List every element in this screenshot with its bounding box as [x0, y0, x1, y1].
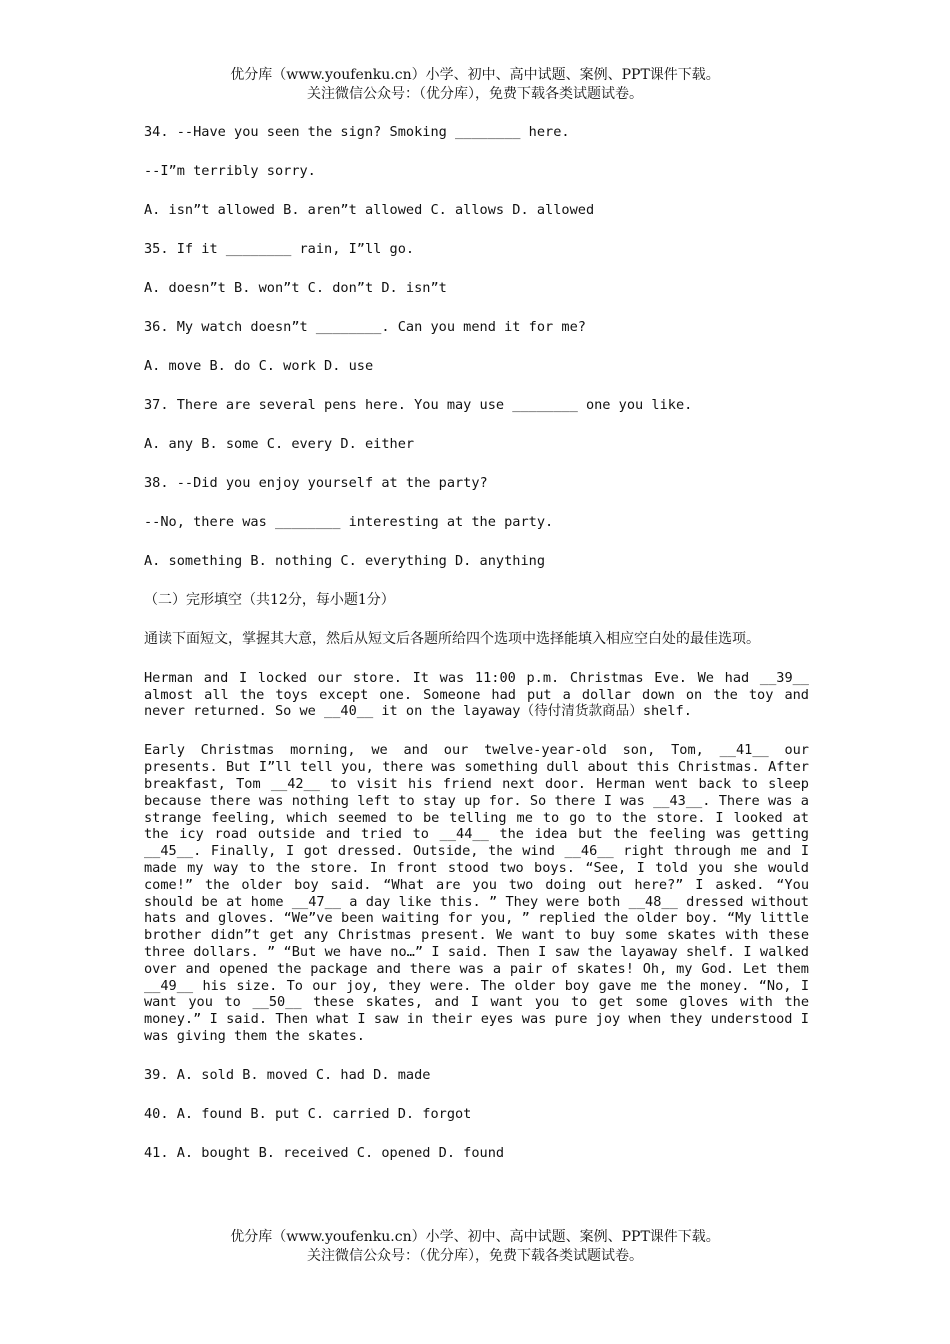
page-footer: [0, 1228, 950, 1266]
question-38-stem: 38. --Did you enjoy yourself at the party?: [144, 474, 488, 491]
footer-line-1: 优分库（www.youfenku.cn）小学、初中、高中试题、案例、PPT课件下载。: [230, 1229, 720, 1245]
section-title: （二）完形填空（共12分，每小题1分）: [144, 591, 395, 608]
question-38-options: A. something B. nothing C. everything D. anything: [144, 552, 546, 569]
header-line-1: 优分库（www.youfenku.cn）小学、初中、高中试题、案例、PPT课件下载。: [230, 67, 720, 83]
question-37-stem: 37. There are several pens here. You may use ________ one you like.: [144, 396, 693, 413]
question-35-stem: 35. If it ________ rain, I”ll go.: [144, 240, 415, 257]
question-36-options: A. move B. do C. work D. use: [144, 357, 374, 374]
question-34-options: A. isn”t allowed B. aren”t allowed C. allows D. allowed: [144, 201, 595, 218]
cloze-question-39: 39. A. sold B. moved C. had D. made: [144, 1066, 431, 1083]
question-36-stem: 36. My watch doesn”t ________. Can you mend it for me?: [144, 318, 586, 335]
passage-paragraph-1: Herman and I locked our store. It was 11:00 p.m. Christmas Eve. We had __39__ almost all the toys except one. Someone had put a dollar down on the toy and never returned. So we __40__ it on the layaway（待付清货款商品）shelf.: [144, 669, 809, 720]
question-34-stem: 34. --Have you seen the sign? Smoking ________ here.: [144, 124, 570, 140]
header-line-2: 关注微信公众号：（优分库），免费下载各类试题试卷。: [307, 86, 643, 102]
cloze-question-41: 41. A. bought B. received C. opened D. found: [144, 1144, 505, 1161]
question-34-reply: --I”m terribly sorry.: [144, 162, 316, 179]
cloze-question-40: 40. A. found B. put C. carried D. forgot: [144, 1105, 472, 1122]
page-header: [0, 66, 950, 104]
section-instruction: 通读下面短文，掌握其大意，然后从短文后各题所给四个选项中选择能填入相应空白处的最佳选项。: [144, 630, 760, 647]
question-35-options: A. doesn”t B. won”t C. don”t D. isn”t: [144, 279, 447, 296]
document-body: [144, 124, 809, 1184]
question-38-reply: --No, there was ________ interesting at the party.: [144, 513, 554, 530]
footer-line-2: 关注微信公众号：（优分库），免费下载各类试题试卷。: [307, 1248, 643, 1264]
passage-paragraph-2: Early Christmas morning, we and our twelve-year-old son, Tom, __41__ our presents. But I”ll tell you, there was something dull about this Christmas. After breakfast, Tom __42__ to visit his friend next door. Herman went back to sleep because there was nothing left to stay up for. So there I was __43__. There was a strange feeling, which seemed to be telling me to go to the store. I looked at the icy road outside and tried to __44__ the idea but the feeling was getting __45__. Finally, I got dressed. Outside, the wind __46__ right through me and I made my way to the store. In front stood two boys. “See, I told you she would come!” the older boy said. “What are you two doing out here?” I asked. “You should be at home __47__ a day like this. ” They were both __48__ dressed without hats and gloves. “We”ve been waiting for you, ” replied the older boy. “My little brother didn”t get any Christmas present. We want to buy some skates with these three dollars. ” “But we have no…” I said. Then I saw the layaway shelf. I walked over and opened the package and there was a pair of skates! Oh, my God. Let them __49__ his size. To our joy, they were. The older boy gave me the money. “No, I want you to __50__ these skates, and I want you to get some gloves with the money.” I said. Then what I saw in their eyes was pure joy when they understood I was giving them the skates.: [144, 742, 809, 1044]
question-37-options: A. any B. some C. every D. either: [144, 435, 415, 452]
